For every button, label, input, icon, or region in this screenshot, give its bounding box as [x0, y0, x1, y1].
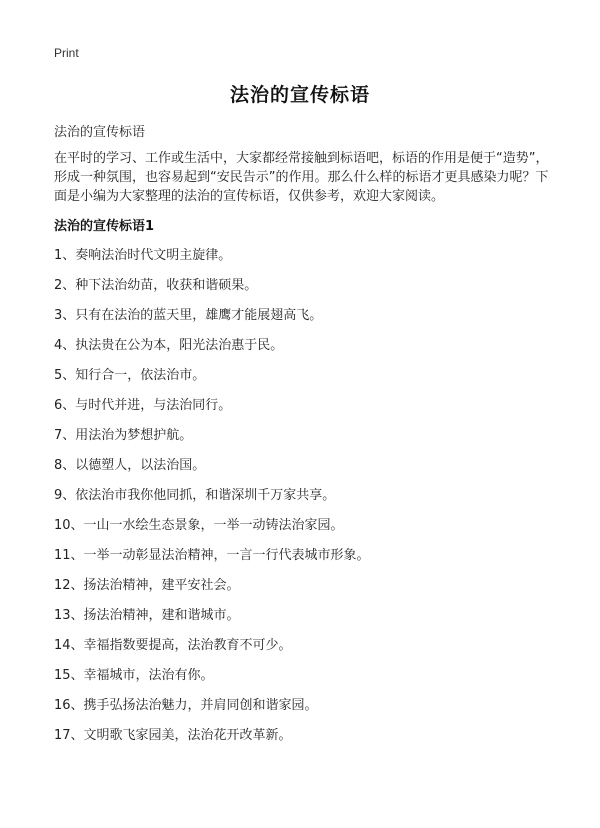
list-item: 1、奏响法治时代文明主旋律。 — [54, 248, 232, 263]
list-item: 9、依法治市我你他同抓，和谐深圳千万家共享。 — [54, 488, 336, 503]
list-item: 6、与时代并进，与法治同行。 — [54, 398, 232, 413]
list-item: 3、只有在法治的蓝天里，雄鹰才能展翅高飞。 — [54, 308, 323, 323]
list-item: 11、一举一动彰显法治精神，一言一行代表城市形象。 — [54, 548, 370, 563]
list-item: 8、以德塑人，以法治国。 — [54, 458, 206, 473]
list-item: 2、种下法治幼苗，收获和谐硕果。 — [54, 278, 258, 293]
list-item: 4、执法贵在公为本，阳光法治惠于民。 — [54, 338, 284, 353]
list-item: 17、文明歌飞家园美，法治花开改革新。 — [54, 728, 292, 743]
list-item: 12、扬法治精神，建平安社会。 — [54, 578, 240, 593]
subtitle: 法治的宣传标语 — [54, 125, 146, 140]
slogan-list — [54, 241, 554, 751]
page-title: 法治的宣传标语 — [229, 84, 370, 106]
list-item: 16、携手弘扬法治魅力，并肩同创和谐家园。 — [54, 698, 318, 713]
section-heading: 法治的宣传标语1 — [54, 219, 155, 234]
list-item: 13、扬法治精神，建和谐城市。 — [54, 608, 240, 623]
list-item: 15、幸福城市，法治有你。 — [54, 668, 214, 683]
list-item: 10、一山一水绘生态景象，一举一动铸法治家园。 — [54, 518, 344, 533]
intro-paragraph: 在平时的学习、工作或生活中，大家都经常接触到标语吧，标语的作用是便于“造势”，形成一种氛围，也容易起到“安民告示”的作用。那么什么样的标语才更具感染力呢？下面是小编为大家整理的法治的宣传标语，仅供参考，欢迎大家阅读。 — [54, 151, 549, 204]
list-item: 14、幸福指数要提高，法治教育不可少。 — [54, 638, 292, 653]
print-label: Print — [54, 46, 79, 60]
list-item: 7、用法治为梦想护航。 — [54, 428, 193, 443]
list-item: 5、知行合一，依法治市。 — [54, 368, 206, 383]
